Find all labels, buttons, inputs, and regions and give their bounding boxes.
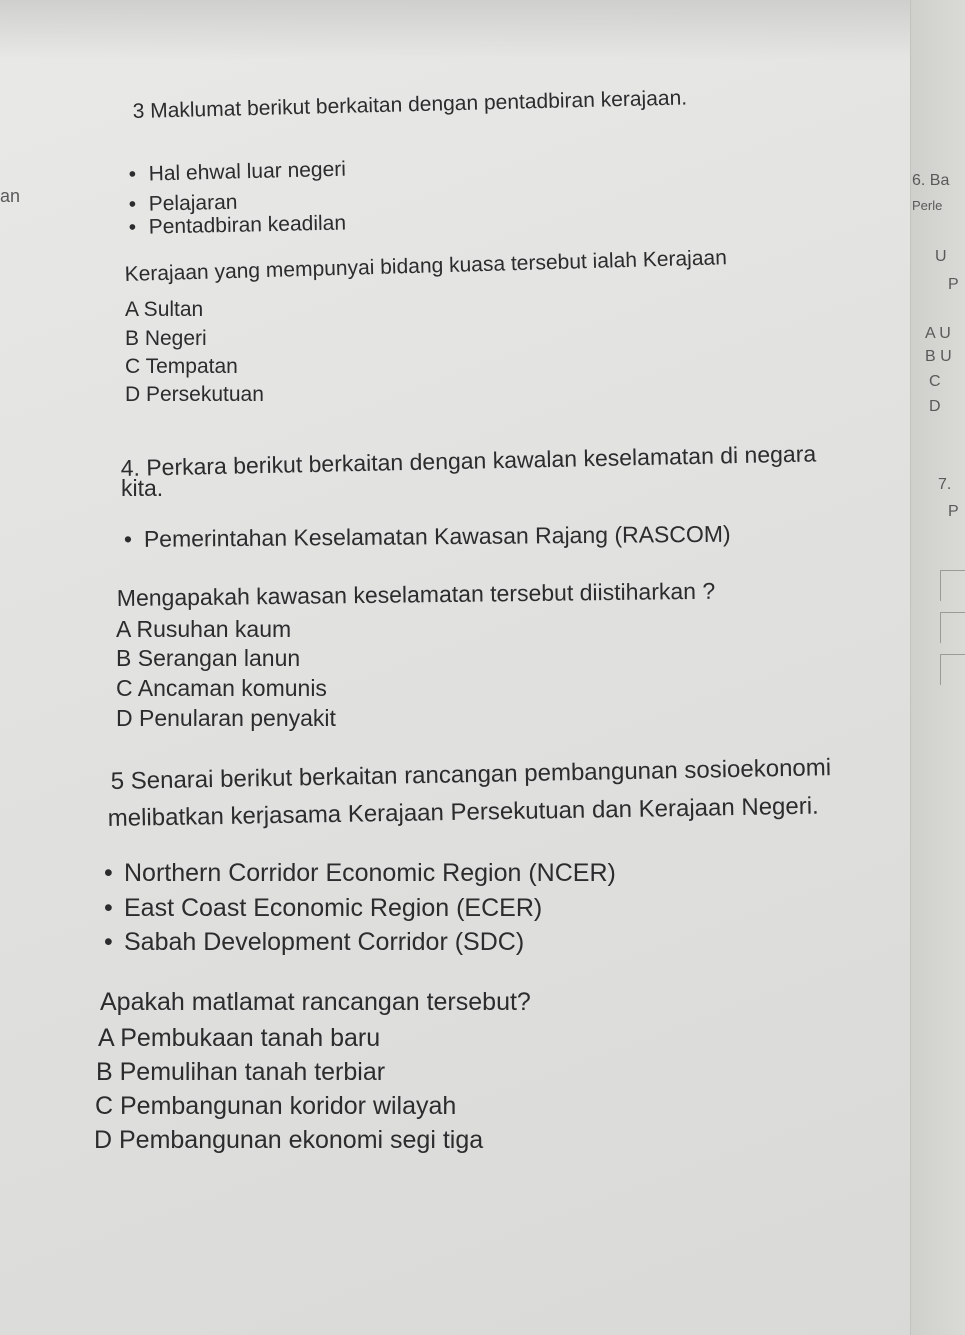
q3-option-a: A Sultan: [125, 298, 204, 321]
q4-option-b: B Serangan lanun: [116, 645, 301, 671]
q3-bullet-1: • Hal ehwal luar negeri: [128, 158, 346, 187]
q3-bullet-3: • Pentadbiran keadilan: [128, 211, 346, 240]
margin-box-3: [940, 654, 965, 685]
q4-option-c: C Ancaman komunis: [116, 675, 327, 701]
q5-bullet-1: • Northern Corridor Economic Region (NCER): [104, 859, 616, 888]
page-shadow: [0, 0, 965, 60]
q5-option-a: A Pembukaan tanah baru: [98, 1024, 381, 1052]
q3-option-c: C Tempatan: [125, 355, 238, 378]
right-fragment-10: P: [948, 503, 959, 520]
q4-stem-line-2: kita.: [121, 475, 164, 501]
left-margin-fragment: an: [0, 186, 21, 206]
q5-stem-line-1: 5 Senarai berikut berkaitan rancangan pembangunan sosioekonomi: [110, 754, 832, 796]
q3-question: Kerajaan yang mempunyai bidang kuasa tersebut ialah Kerajaan: [124, 246, 728, 287]
right-fragment-7: C: [929, 373, 941, 390]
q4-bullet: • Pemerintahan Keselamatan Kawasan Rajang (RASCOM): [124, 521, 731, 553]
q5-option-b: B Pemulihan tanah terbiar: [96, 1058, 386, 1086]
q5-stem-line-2: melibatkan kerjasama Kerajaan Persekutuan dan Kerajaan Negeri.: [107, 792, 819, 833]
right-fragment-2: Perle: [912, 198, 943, 213]
right-fragment-8: D: [929, 398, 941, 415]
right-fragment-6: B U: [925, 348, 952, 365]
right-fragment-9: 7.: [938, 476, 952, 493]
q5-option-c: C Pembangunan koridor wilayah: [95, 1092, 457, 1120]
q3-option-b: B Negeri: [125, 327, 207, 350]
q5-question: Apakah matlamat rancangan tersebut?: [100, 988, 531, 1016]
q3-bullet-2: • Pelajaran: [128, 191, 237, 217]
q4-option-d: D Penularan penyakit: [116, 705, 336, 731]
margin-box-2: [940, 612, 965, 643]
q5-bullet-2: • East Coast Economic Region (ECER): [104, 894, 542, 923]
q3-stem: 3 Maklumat berikut berkaitan dengan pentadbiran kerajaan.: [132, 86, 688, 124]
right-fragment-4: P: [948, 276, 959, 293]
q5-option-d: D Pembangunan ekonomi segi tiga: [94, 1126, 484, 1154]
q4-stem-line-1: 4. Perkara berikut berkaitan dengan kawalan keselamatan di negara: [120, 440, 817, 482]
q3-option-d: D Persekutuan: [125, 383, 264, 406]
right-fragment-5: A U: [925, 325, 951, 342]
q5-bullet-3: • Sabah Development Corridor (SDC): [104, 928, 524, 957]
right-fragment-3: U: [935, 248, 947, 265]
q4-question: Mengapakah kawasan keselamatan tersebut diistiharkan ?: [116, 577, 716, 612]
right-fragment-1: 6. Ba: [912, 172, 950, 189]
q4-option-a: A Rusuhan kaum: [116, 616, 292, 642]
margin-box-1: [940, 570, 965, 601]
